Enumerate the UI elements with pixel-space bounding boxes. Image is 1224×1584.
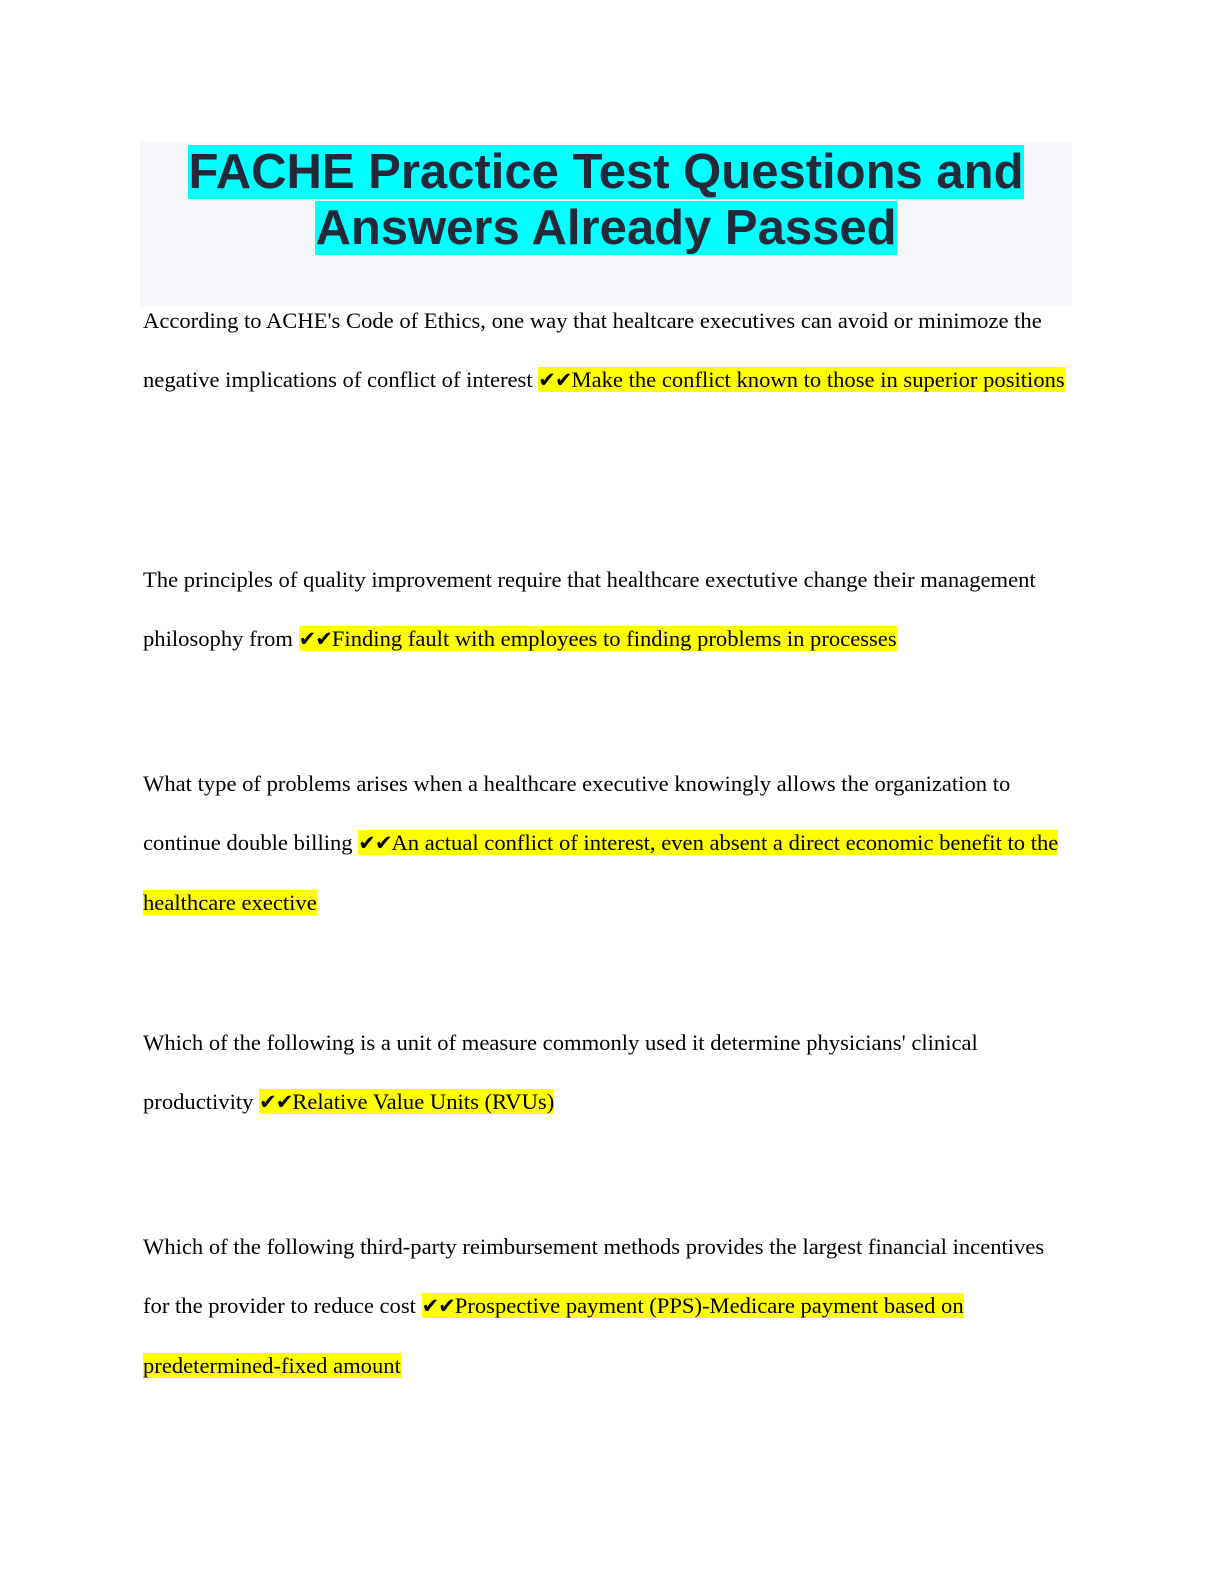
qa-item-1 xyxy=(143,291,1073,410)
title-block xyxy=(140,142,1072,306)
question-text: What type of problems arises when a healthcare executive knowingly allows the organization to continue double billing xyxy=(143,771,1011,855)
qa-item-4 xyxy=(143,1013,1073,1132)
question-text: According to ACHE's Code of Ethics, one way that healtcare executives can avoid or minimoze the negative implications of conflict of interest xyxy=(143,308,1042,392)
question-text: Which of the following third-party reimbursement methods provides the largest financial incentives for the provider to reduce cost xyxy=(143,1234,1045,1318)
answer-highlight xyxy=(259,1089,554,1114)
answer-highlight xyxy=(538,367,1064,392)
answer-text: An actual conflict of interest, even absent a direct economic benefit to the healthcare exective xyxy=(143,830,1059,915)
page-title-line-2: Answers Already Passed xyxy=(315,201,897,255)
question-text: Which of the following is a unit of measure commonly used it determine physicians' clinical productivity xyxy=(143,1030,978,1114)
qa-item-5 xyxy=(143,1217,1073,1395)
check-mark-icon: ✔✔ xyxy=(358,831,392,855)
check-mark-icon: ✔✔ xyxy=(259,1090,293,1114)
check-mark-icon: ✔✔ xyxy=(421,1294,455,1318)
question-text: The principles of quality improvement require that healthcare exectutive change their management philosophy from xyxy=(143,567,1036,651)
answer-highlight xyxy=(299,626,897,651)
qa-item-3 xyxy=(143,754,1073,932)
qa-item-2 xyxy=(143,550,1073,669)
answer-text: Prospective payment (PPS)-Medicare payment based on predetermined-fixed amount xyxy=(143,1293,964,1378)
answer-text: Relative Value Units (RVUs) xyxy=(292,1089,555,1114)
answer-text: Finding fault with employees to finding problems in processes xyxy=(331,626,897,651)
page-title-line-1: FACHE Practice Test Questions and xyxy=(188,145,1024,199)
check-mark-icon: ✔✔ xyxy=(538,368,572,392)
answer-text: Make the conflict known to those in superior positions xyxy=(571,367,1065,392)
check-mark-icon: ✔✔ xyxy=(298,627,332,651)
